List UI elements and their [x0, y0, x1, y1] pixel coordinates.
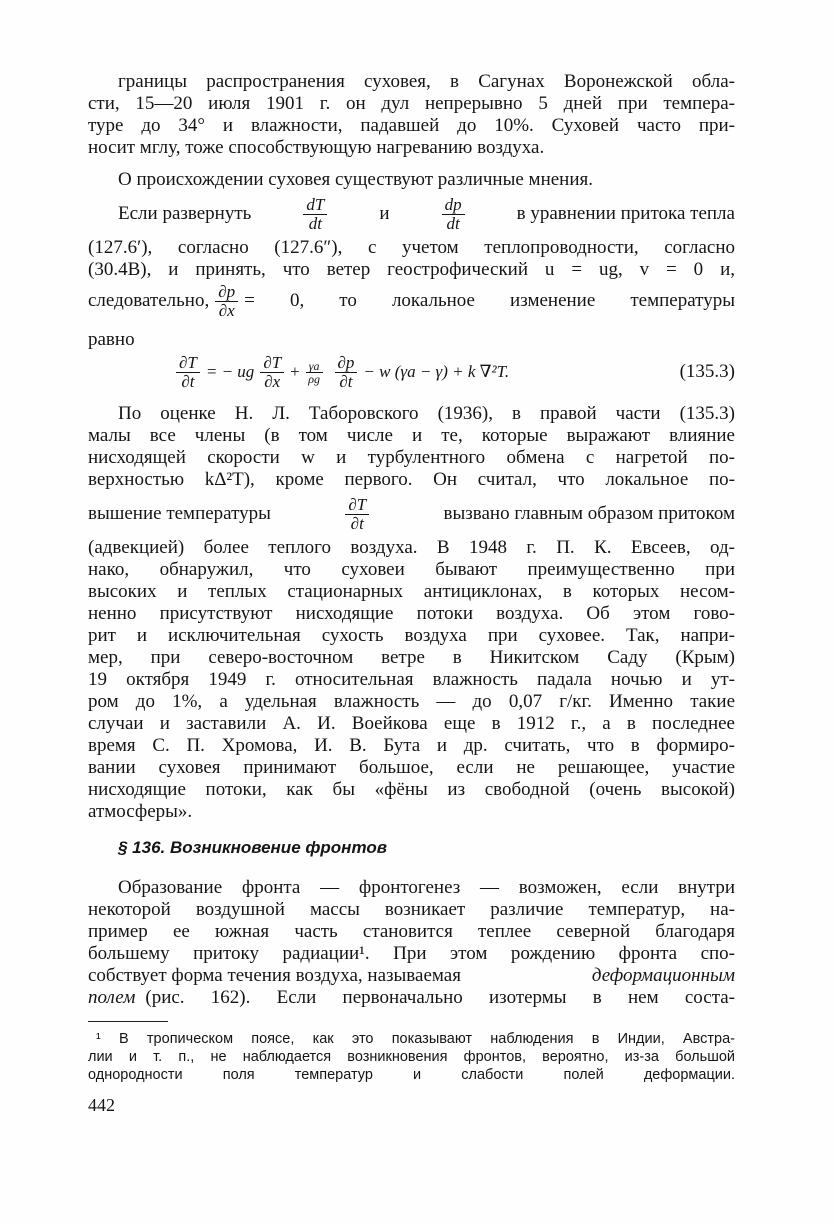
denominator: dt — [308, 213, 322, 233]
text-line: малы все члены (в том числе и те, которые выражают влияние — [88, 425, 735, 446]
text-line: лии и т. п., не наблюдается возникновения фронтов, вероятно, из-за большой — [88, 1049, 735, 1065]
text-line — [88, 281, 735, 320]
text-line: большему притоку радиации¹. При этом рождению фронта спо- — [88, 943, 735, 964]
numerator: dp — [442, 196, 465, 215]
page-number: 442 — [88, 1095, 115, 1115]
denominator: ∂t — [181, 371, 195, 391]
text-line: время С. П. Хромова, И. В. Бута и др. считать, что в формиро- — [88, 735, 735, 756]
text-line: нако, обнаружил, что суховеи бывают преимущественно при — [88, 559, 735, 580]
text-line: однородности поля температур и слабости полей деформации. — [88, 1067, 735, 1083]
denominator: ∂x — [218, 300, 235, 320]
denominator: ∂t — [339, 371, 353, 391]
fraction-dp-dt — [442, 196, 465, 233]
fraction — [335, 354, 358, 391]
text-span: Если развернуть — [118, 203, 252, 224]
text-span: вызвано главным образом притоком — [443, 503, 735, 524]
footnote-divider — [88, 1021, 168, 1022]
equation-term: − w (γa − γ) + k ∇²T. — [363, 362, 510, 381]
fraction — [176, 354, 200, 391]
text-line: ненно присутствуют нисходящие потоки воздуха. Об этом гово- — [88, 603, 735, 624]
text-line: вании суховея принимают большое, если не решающее, участие — [88, 757, 735, 778]
equation-135-3 — [170, 352, 735, 391]
equation-term: = − ug — [205, 362, 255, 381]
text-line — [88, 987, 735, 1009]
italic-term: деформационным — [591, 965, 735, 986]
text-line — [88, 965, 735, 987]
text-line: По оценке Н. Л. Таборовского (1936), в правой части (135.3) — [118, 403, 735, 424]
text-line: ¹ В тропическом поясе, как это показывают наблюдения в Индии, Австра- — [96, 1031, 735, 1047]
text-line: нисходящие потоки, как бы «фёны из свободной (очень высокой) — [88, 779, 735, 800]
text-line: атмосферы». — [88, 801, 193, 822]
text-span: вышение температуры — [88, 503, 271, 524]
text-line: равно — [88, 329, 135, 350]
text-line: (127.6′), согласно (127.6″), с учетом теплопроводности, согласно — [88, 237, 735, 258]
equation-number: (135.3) — [679, 361, 735, 382]
fraction — [306, 360, 323, 385]
text-line: рит и исключительная сухость воздуха при суховее. Так, напри- — [88, 625, 735, 646]
numerator: dT — [303, 196, 327, 215]
text-span: следовательно, — [88, 290, 210, 311]
text-span: в уравнении притока тепла — [516, 203, 735, 224]
numerator: γa — [306, 360, 323, 373]
numerator: ∂p — [335, 354, 358, 373]
text-span: и — [379, 203, 390, 224]
fraction-dp-dx — [215, 283, 238, 320]
text-line: верхностью kΔ²T), кроме первого. Он считал, что локальное по- — [88, 469, 735, 490]
fraction-dT-dt — [303, 196, 327, 233]
text-line: некоторой воздушной массы возникает различие температур, на- — [88, 899, 735, 920]
text-span: = 0, то локальное изменение температуры — [244, 290, 735, 311]
denominator: ∂x — [264, 371, 281, 391]
text-line — [88, 494, 735, 533]
text-line: (30.4В), и принять, что ветер геострофический u = ug, v = 0 и, — [88, 259, 735, 280]
numerator: ∂T — [345, 496, 369, 515]
text-line: случаи и заставили А. И. Воейкова еще в 1912 г., а в последнее — [88, 713, 735, 734]
text-line: Образование фронта — фронтогенез — возможен, если внутри — [118, 877, 735, 898]
denominator: dt — [446, 213, 460, 233]
italic-term: полем — [88, 987, 136, 1008]
equation-term: + — [290, 362, 300, 381]
text-span: собствует форма течения воздуха, называемая — [88, 965, 461, 986]
text-line: носит мглу, тоже способствующую нагреванию воздуха. — [88, 137, 545, 158]
numerator: ∂T — [176, 354, 200, 373]
text-line: мер, при северо-восточном ветре в Никитском Саду (Крым) — [88, 647, 735, 668]
text-line: туре до 34° и влажности, падавшей до 10%. Суховей часто при- — [88, 115, 735, 136]
paragraph-origin-opinions: О происхождении суховея существуют различные мнения. — [118, 169, 593, 190]
denominator: ∂t — [350, 513, 364, 533]
text-line: ром до 1%, а удельная влажность — до 0,07 г/кг. Именно такие — [88, 691, 735, 712]
text-line: пример ее южная часть становится теплее северной благодаря — [88, 921, 735, 942]
text-span: (рис. 162). Если первоначально изотермы в нем соста- — [145, 987, 735, 1008]
text-line: (адвекцией) более теплого воздуха. В 1948 г. П. К. Евсеев, од- — [88, 537, 735, 558]
text-line — [118, 194, 735, 233]
text-line: сти, 15—20 июля 1901 г. он дул непрерывно 5 дней при темпера- — [88, 93, 735, 114]
numerator: ∂p — [215, 283, 238, 302]
text-line: 19 октября 1949 г. относительная влажность падала ночью и ут- — [88, 669, 735, 690]
text-line: границы распространения суховея, в Сагунах Воронежской обла- — [118, 71, 735, 92]
text-line: нисходящей скорости w и турбулентного обмена с нагретой по- — [88, 447, 735, 468]
fraction — [260, 354, 284, 391]
denominator: ρg — [308, 371, 321, 386]
fraction-dT-dt — [345, 496, 369, 533]
section-heading: § 136. Возникновение фронтов — [118, 838, 387, 857]
numerator: ∂T — [260, 354, 284, 373]
text-line: высоких и теплых стационарных антициклонах, в которых несом- — [88, 581, 735, 602]
